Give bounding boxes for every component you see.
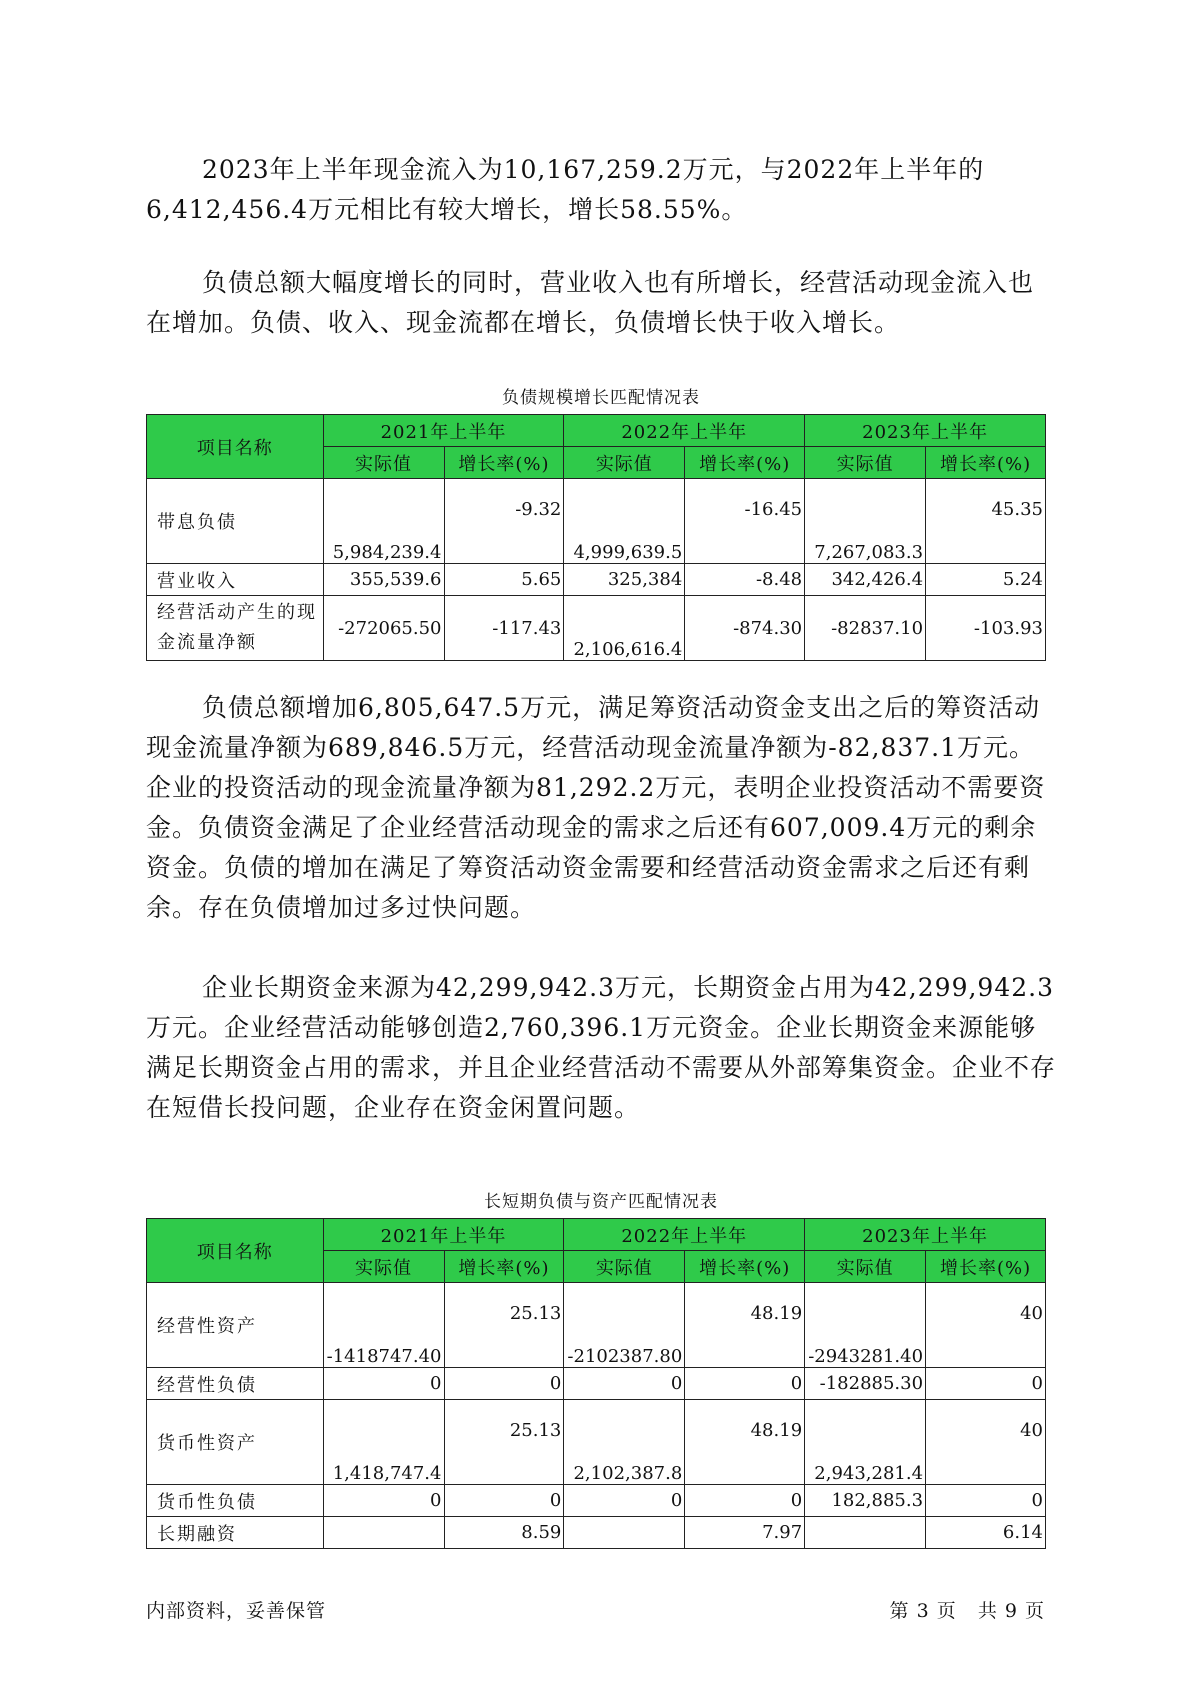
row-label: 经营活动产生的现金流量净额 — [147, 596, 324, 661]
growth-rate-header: 增长率(%) — [926, 1251, 1046, 1283]
paragraph-cash-inflow: 2023年上半年现金流入为10,167,259.2万元，与2022年上半年的6,412,456.4万元相比有较大增长，增长58.55%。 — [146, 155, 985, 224]
table-cell: 25.13 — [444, 1400, 564, 1485]
debt-asset-match-table — [146, 1218, 1046, 1549]
table-row — [147, 1400, 1046, 1485]
table-row — [147, 1517, 1046, 1549]
table-cell: -103.93 — [926, 596, 1046, 661]
year-header-2021: 2021年上半年 — [323, 1219, 564, 1251]
table-cell: 0 — [926, 1485, 1046, 1517]
table-cell: -272065.50 — [323, 596, 444, 661]
table-cell: 25.13 — [444, 1283, 564, 1368]
table-cell: 1,418,747.4 — [323, 1400, 444, 1485]
table-cell: -9.32 — [444, 479, 564, 564]
item-name-header: 项目名称 — [147, 415, 324, 479]
table-cell — [323, 1517, 444, 1549]
table-cell: -182885.30 — [805, 1368, 926, 1400]
growth-rate-header: 增长率(%) — [685, 447, 805, 479]
table-cell: -117.43 — [444, 596, 564, 661]
row-label: 长期融资 — [147, 1517, 324, 1549]
row-label: 经营性资产 — [147, 1283, 324, 1368]
table-cell: 2,102,387.8 — [564, 1400, 685, 1485]
table-cell: 0 — [685, 1485, 805, 1517]
actual-value-header: 实际值 — [564, 1251, 685, 1283]
table-cell: 342,426.4 — [805, 564, 926, 596]
table-cell: 355,539.6 — [323, 564, 444, 596]
table-cell: 6.14 — [926, 1517, 1046, 1549]
table-row — [147, 1368, 1046, 1400]
year-header-2023: 2023年上半年 — [805, 1219, 1046, 1251]
table-cell: 0 — [444, 1368, 564, 1400]
table-cell: -874.30 — [685, 596, 805, 661]
table-cell — [805, 1517, 926, 1549]
table2-caption: 长短期负债与资产匹配情况表 — [484, 1192, 718, 1212]
row-label: 货币性负债 — [147, 1485, 324, 1517]
growth-rate-header: 增长率(%) — [685, 1251, 805, 1283]
footer-page-number: 第 3 页 共 9 页 — [889, 1600, 1045, 1622]
table-cell: 0 — [685, 1368, 805, 1400]
table-cell: 8.59 — [444, 1517, 564, 1549]
table-row — [147, 596, 1046, 661]
row-label: 经营性负债 — [147, 1368, 324, 1400]
table-row — [147, 479, 1046, 564]
debt-scale-table — [146, 414, 1046, 661]
table-row — [147, 564, 1046, 596]
table-cell: 0 — [926, 1368, 1046, 1400]
item-name-header: 项目名称 — [147, 1219, 324, 1283]
table-cell: 40 — [926, 1283, 1046, 1368]
table-cell: 0 — [564, 1368, 685, 1400]
actual-value-header: 实际值 — [323, 1251, 444, 1283]
table-cell: 0 — [444, 1485, 564, 1517]
table-cell: 0 — [323, 1368, 444, 1400]
table-cell: -2102387.80 — [564, 1283, 685, 1368]
table-cell: 5,984,239.4 — [323, 479, 444, 564]
table-cell: -82837.10 — [805, 596, 926, 661]
table-cell: -8.48 — [685, 564, 805, 596]
row-label: 营业收入 — [147, 564, 324, 596]
table-cell — [564, 1517, 685, 1549]
year-header-2022: 2022年上半年 — [564, 415, 805, 447]
table-cell: 4,999,639.5 — [564, 479, 685, 564]
row-label: 货币性资产 — [147, 1400, 324, 1485]
table-cell: 0 — [323, 1485, 444, 1517]
table-cell: 45.35 — [926, 479, 1046, 564]
table-cell: 5.65 — [444, 564, 564, 596]
table-cell: 0 — [564, 1485, 685, 1517]
table-cell: 40 — [926, 1400, 1046, 1485]
table-cell: 2,106,616.4 — [564, 596, 685, 661]
table-cell: -1418747.40 — [323, 1283, 444, 1368]
table-cell: 5.24 — [926, 564, 1046, 596]
table-cell: 2,943,281.4 — [805, 1400, 926, 1485]
growth-rate-header: 增长率(%) — [444, 447, 564, 479]
paragraph-debt-growth: 负债总额大幅度增长的同时，营业收入也有所增长，经营活动现金流入也在增加。负债、收入、现金流都在增长，负债增长快于收入增长。 — [146, 268, 1035, 337]
table-row — [147, 1485, 1046, 1517]
actual-value-header: 实际值 — [323, 447, 444, 479]
table-cell: 48.19 — [685, 1400, 805, 1485]
table-cell: -2943281.40 — [805, 1283, 926, 1368]
table-cell: 7,267,083.3 — [805, 479, 926, 564]
paragraph-long-term-funding: 企业长期资金来源为42,299,942.3万元，长期资金占用为42,299,942.3万元。企业经营活动能够创造2,760,396.1万元资金。企业长期资金来源能够满足长期资金占用的需求，并且企业经营活动不需要从外部筹集资金。企业不存在短借长投问题，企业存在资金闲置问题。 — [146, 973, 1057, 1122]
table-cell: -16.45 — [685, 479, 805, 564]
actual-value-header: 实际值 — [805, 1251, 926, 1283]
table-row — [147, 1283, 1046, 1368]
growth-rate-header: 增长率(%) — [444, 1251, 564, 1283]
table-cell: 325,384 — [564, 564, 685, 596]
row-label: 带息负债 — [147, 479, 324, 564]
year-header-2021: 2021年上半年 — [323, 415, 564, 447]
table1-caption: 负债规模增长匹配情况表 — [502, 388, 700, 408]
footer-confidential-note: 内部资料，妥善保管 — [146, 1600, 327, 1622]
actual-value-header: 实际值 — [564, 447, 685, 479]
paragraph-debt-increase: 负债总额增加6,805,647.5万元，满足筹资活动资金支出之后的筹资活动现金流量净额为689,846.5万元，经营活动现金流量净额为-82,837.1万元。企业的投资活动的现金流量净额为81,292.2万元，表明企业投资活动不需要资金。负债资金满足了企业经营活动现金的需求之后还有607,009.4万元的剩余资金。负债的增加在满足了筹资活动资金需要和经营活动资金需求之后还有剩余。存在负债增加过多过快问题。 — [146, 693, 1046, 922]
table-cell: 48.19 — [685, 1283, 805, 1368]
year-header-2023: 2023年上半年 — [805, 415, 1046, 447]
actual-value-header: 实际值 — [805, 447, 926, 479]
year-header-2022: 2022年上半年 — [564, 1219, 805, 1251]
table-cell: 182,885.3 — [805, 1485, 926, 1517]
growth-rate-header: 增长率(%) — [926, 447, 1046, 479]
table-cell: 7.97 — [685, 1517, 805, 1549]
